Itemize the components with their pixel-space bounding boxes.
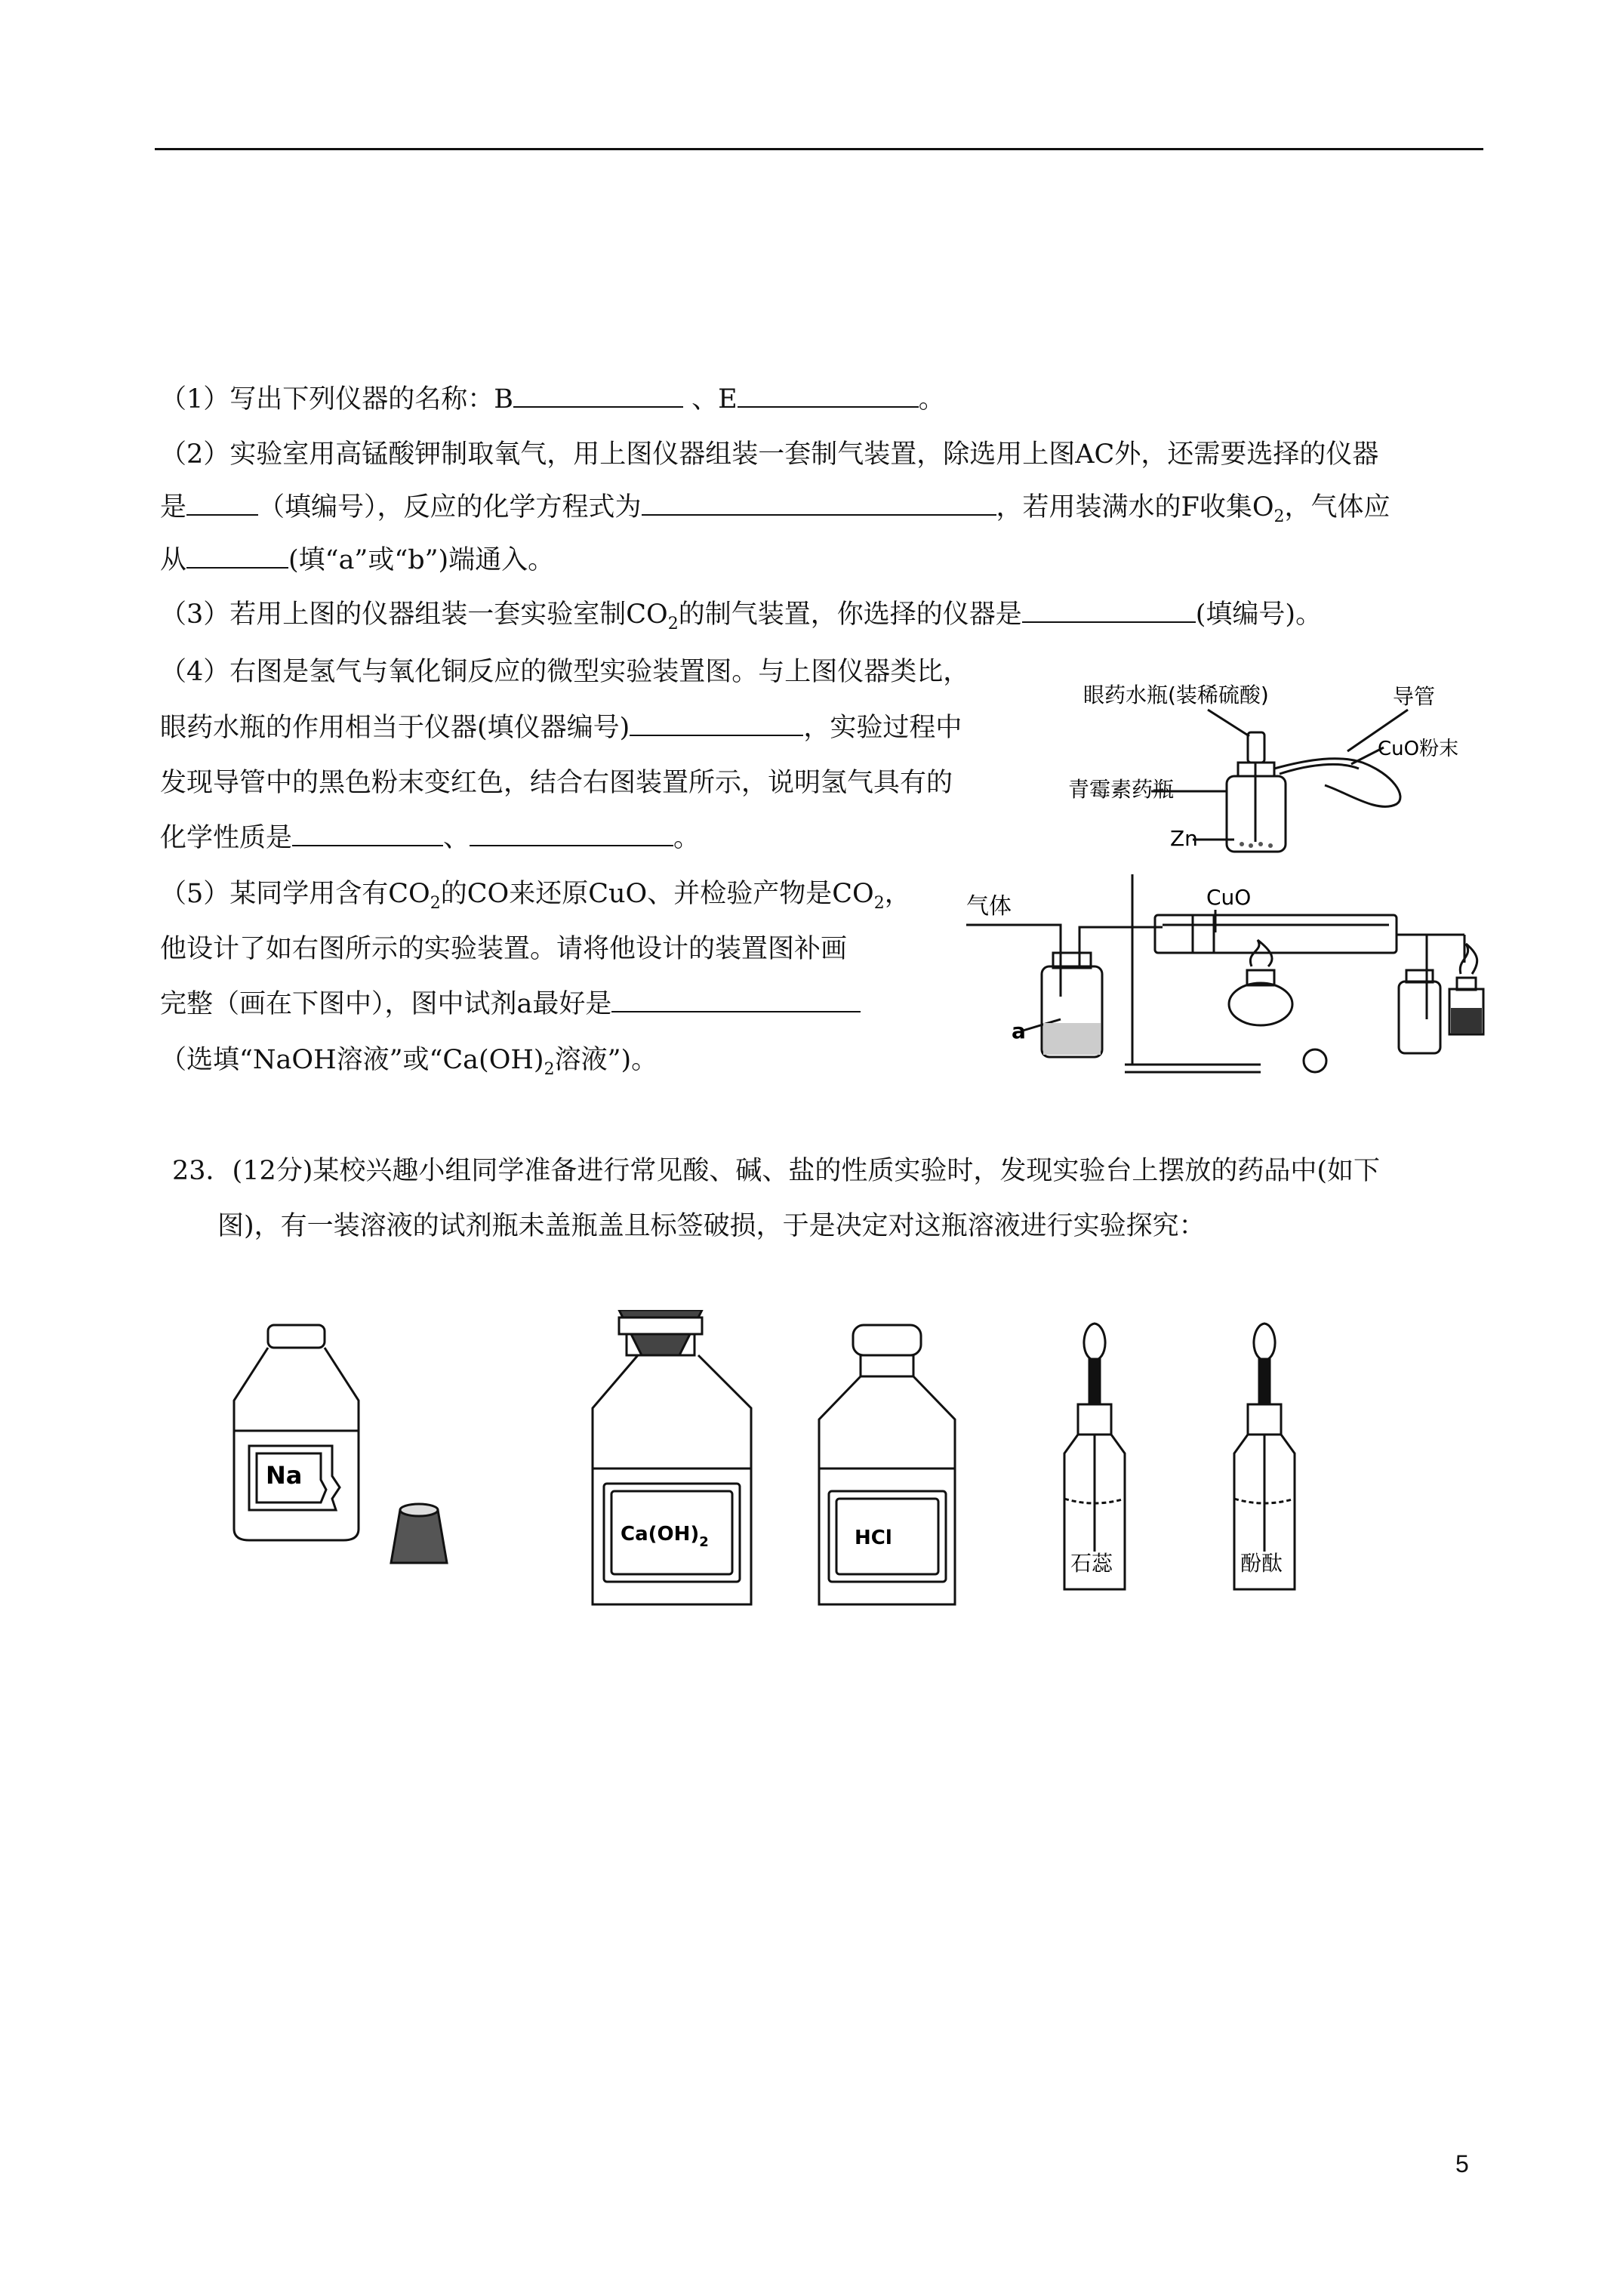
q4-line-3: 发现导管中的黑色粉末变红色，结合右图装置所示，说明氢气具有的 <box>160 768 953 798</box>
q5-text-c: ， <box>884 879 911 909</box>
bottle-stopper <box>391 1504 447 1563</box>
blank-q3 <box>1022 597 1196 623</box>
q5-text-f: 溶液”)。 <box>554 1045 658 1075</box>
q1-text-a: （1）写出下列仪器的名称：B <box>160 384 513 415</box>
q5-text-b: 的CO来还原CuO、并检验产物是CO <box>440 879 874 909</box>
q1-text-b: 、E <box>691 384 738 415</box>
blank-b <box>513 382 683 408</box>
caoh2-bottle <box>593 1310 751 1604</box>
blank-equation <box>642 490 996 516</box>
reagent-bottles-figure <box>226 1310 1336 1627</box>
q4-line-1: （4）右图是氢气与氧化铜反应的微型实验装置图。与上图仪器类比， <box>160 657 970 687</box>
label-gas: 气体 <box>966 893 1012 920</box>
q5-text-a: （5）某同学用含有CO <box>160 879 430 909</box>
litmus-dropper-bottle <box>1064 1324 1125 1589</box>
q1-line <box>160 381 945 418</box>
q3-line <box>160 596 1322 643</box>
q5-sub-2: 2 <box>873 894 885 913</box>
q4-line-4 <box>160 820 700 856</box>
q5-sub-3: 2 <box>544 1060 555 1079</box>
q5-line-3 <box>160 986 861 1022</box>
hcl-bottle <box>819 1325 955 1604</box>
q2-line-3 <box>160 542 554 578</box>
q23-line-1: 23．(12分)某校兴趣小组同学准备进行常见酸、碱、盐的性质实验时，发现实验台上摆放的药品中(如下 <box>172 1156 1381 1186</box>
q5-text-e: （选填“NaOH溶液”或“Ca(OH) <box>160 1045 544 1075</box>
label-na: Na <box>266 1461 303 1490</box>
page-number: 5 <box>1455 2150 1469 2177</box>
q2-text-a: 是 <box>160 492 187 522</box>
q4-text-b: ，实验过程中 <box>803 713 962 743</box>
label-litmus: 石蕊 <box>1070 1551 1113 1576</box>
blank-reagent <box>611 987 861 1012</box>
label-zn: Zn <box>1170 826 1198 851</box>
q2-text-b: （填编号），反应的化学方程式为 <box>258 492 642 522</box>
q23-line-2: 图)，有一装溶液的试剂瓶未盖瓶盖且标签破损，于是决定对这瓶溶液进行实验探究： <box>217 1211 1206 1241</box>
q4-text-a: 眼药水瓶的作用相当于仪器(填仪器编号) <box>160 713 630 743</box>
blank-q4-instrument <box>630 710 803 736</box>
q3-text-c: (填编号)。 <box>1195 599 1323 630</box>
q4-text-end: 。 <box>673 823 701 853</box>
q5-text-d: 完整（画在下图中），图中试剂a最好是 <box>160 989 612 1019</box>
q2-text-c: ，若用装满水的F收集O <box>996 492 1274 522</box>
q2-text-from: 从 <box>160 545 187 575</box>
label-reagent-a: a <box>1012 1019 1026 1043</box>
blank-end <box>186 543 288 569</box>
q5-sub-1: 2 <box>430 894 441 913</box>
h2-cuo-apparatus-figure <box>1053 642 1483 868</box>
label-cuo: CuO <box>1206 885 1252 910</box>
q3-text-b: 的制气装置，你选择的仪器是 <box>678 599 1022 630</box>
blank-prop-2 <box>470 821 673 846</box>
label-phenolphthalein: 酚酞 <box>1240 1551 1283 1576</box>
co-reduction-apparatus-figure <box>966 868 1487 1076</box>
q2-text-d: ，气体应 <box>1284 492 1390 522</box>
q4-text-c: 化学性质是 <box>160 823 293 853</box>
q2-line-2 <box>160 489 1390 535</box>
label-tube: 导管 <box>1393 684 1436 709</box>
q1-text-c: 。 <box>918 384 945 415</box>
q4-text-sep: 、 <box>443 823 470 853</box>
label-hcl: HCl <box>855 1527 892 1549</box>
q5-line-1 <box>160 876 911 922</box>
blank-prop-1 <box>292 821 443 846</box>
label-eyedrop-bottle: 眼药水瓶(装稀硫酸) <box>1083 683 1269 707</box>
blank-e <box>738 382 919 408</box>
blank-q2-number <box>186 490 258 516</box>
q2-text-end: (填“a”或“b”)端通入。 <box>288 545 555 575</box>
label-caoh2: $Ca(OH)_2$ <box>621 1523 709 1550</box>
label-cuo-powder: CuO粉末 <box>1378 738 1459 760</box>
phenolphthalein-dropper-bottle <box>1234 1324 1295 1589</box>
label-vial: 青霉素药瓶 <box>1068 777 1175 802</box>
q3-sub: 2 <box>667 615 679 633</box>
header-rule <box>155 148 1483 150</box>
q5-line-2: 他设计了如右图所示的实验装置。请将他设计的装置图补画 <box>160 934 848 964</box>
q3-text-a: （3）若用上图的仪器组装一套实验室制CO <box>160 599 668 630</box>
q2-sub: 2 <box>1273 507 1285 526</box>
q5-line-4 <box>160 1042 658 1088</box>
broken-label-bottle <box>234 1325 359 1540</box>
q4-line-2 <box>160 710 962 746</box>
q2-line-1: （2）实验室用高锰酸钾制取氧气，用上图仪器组装一套制气装置，除选用上图AC外，还需要选择的仪器 <box>160 439 1379 470</box>
